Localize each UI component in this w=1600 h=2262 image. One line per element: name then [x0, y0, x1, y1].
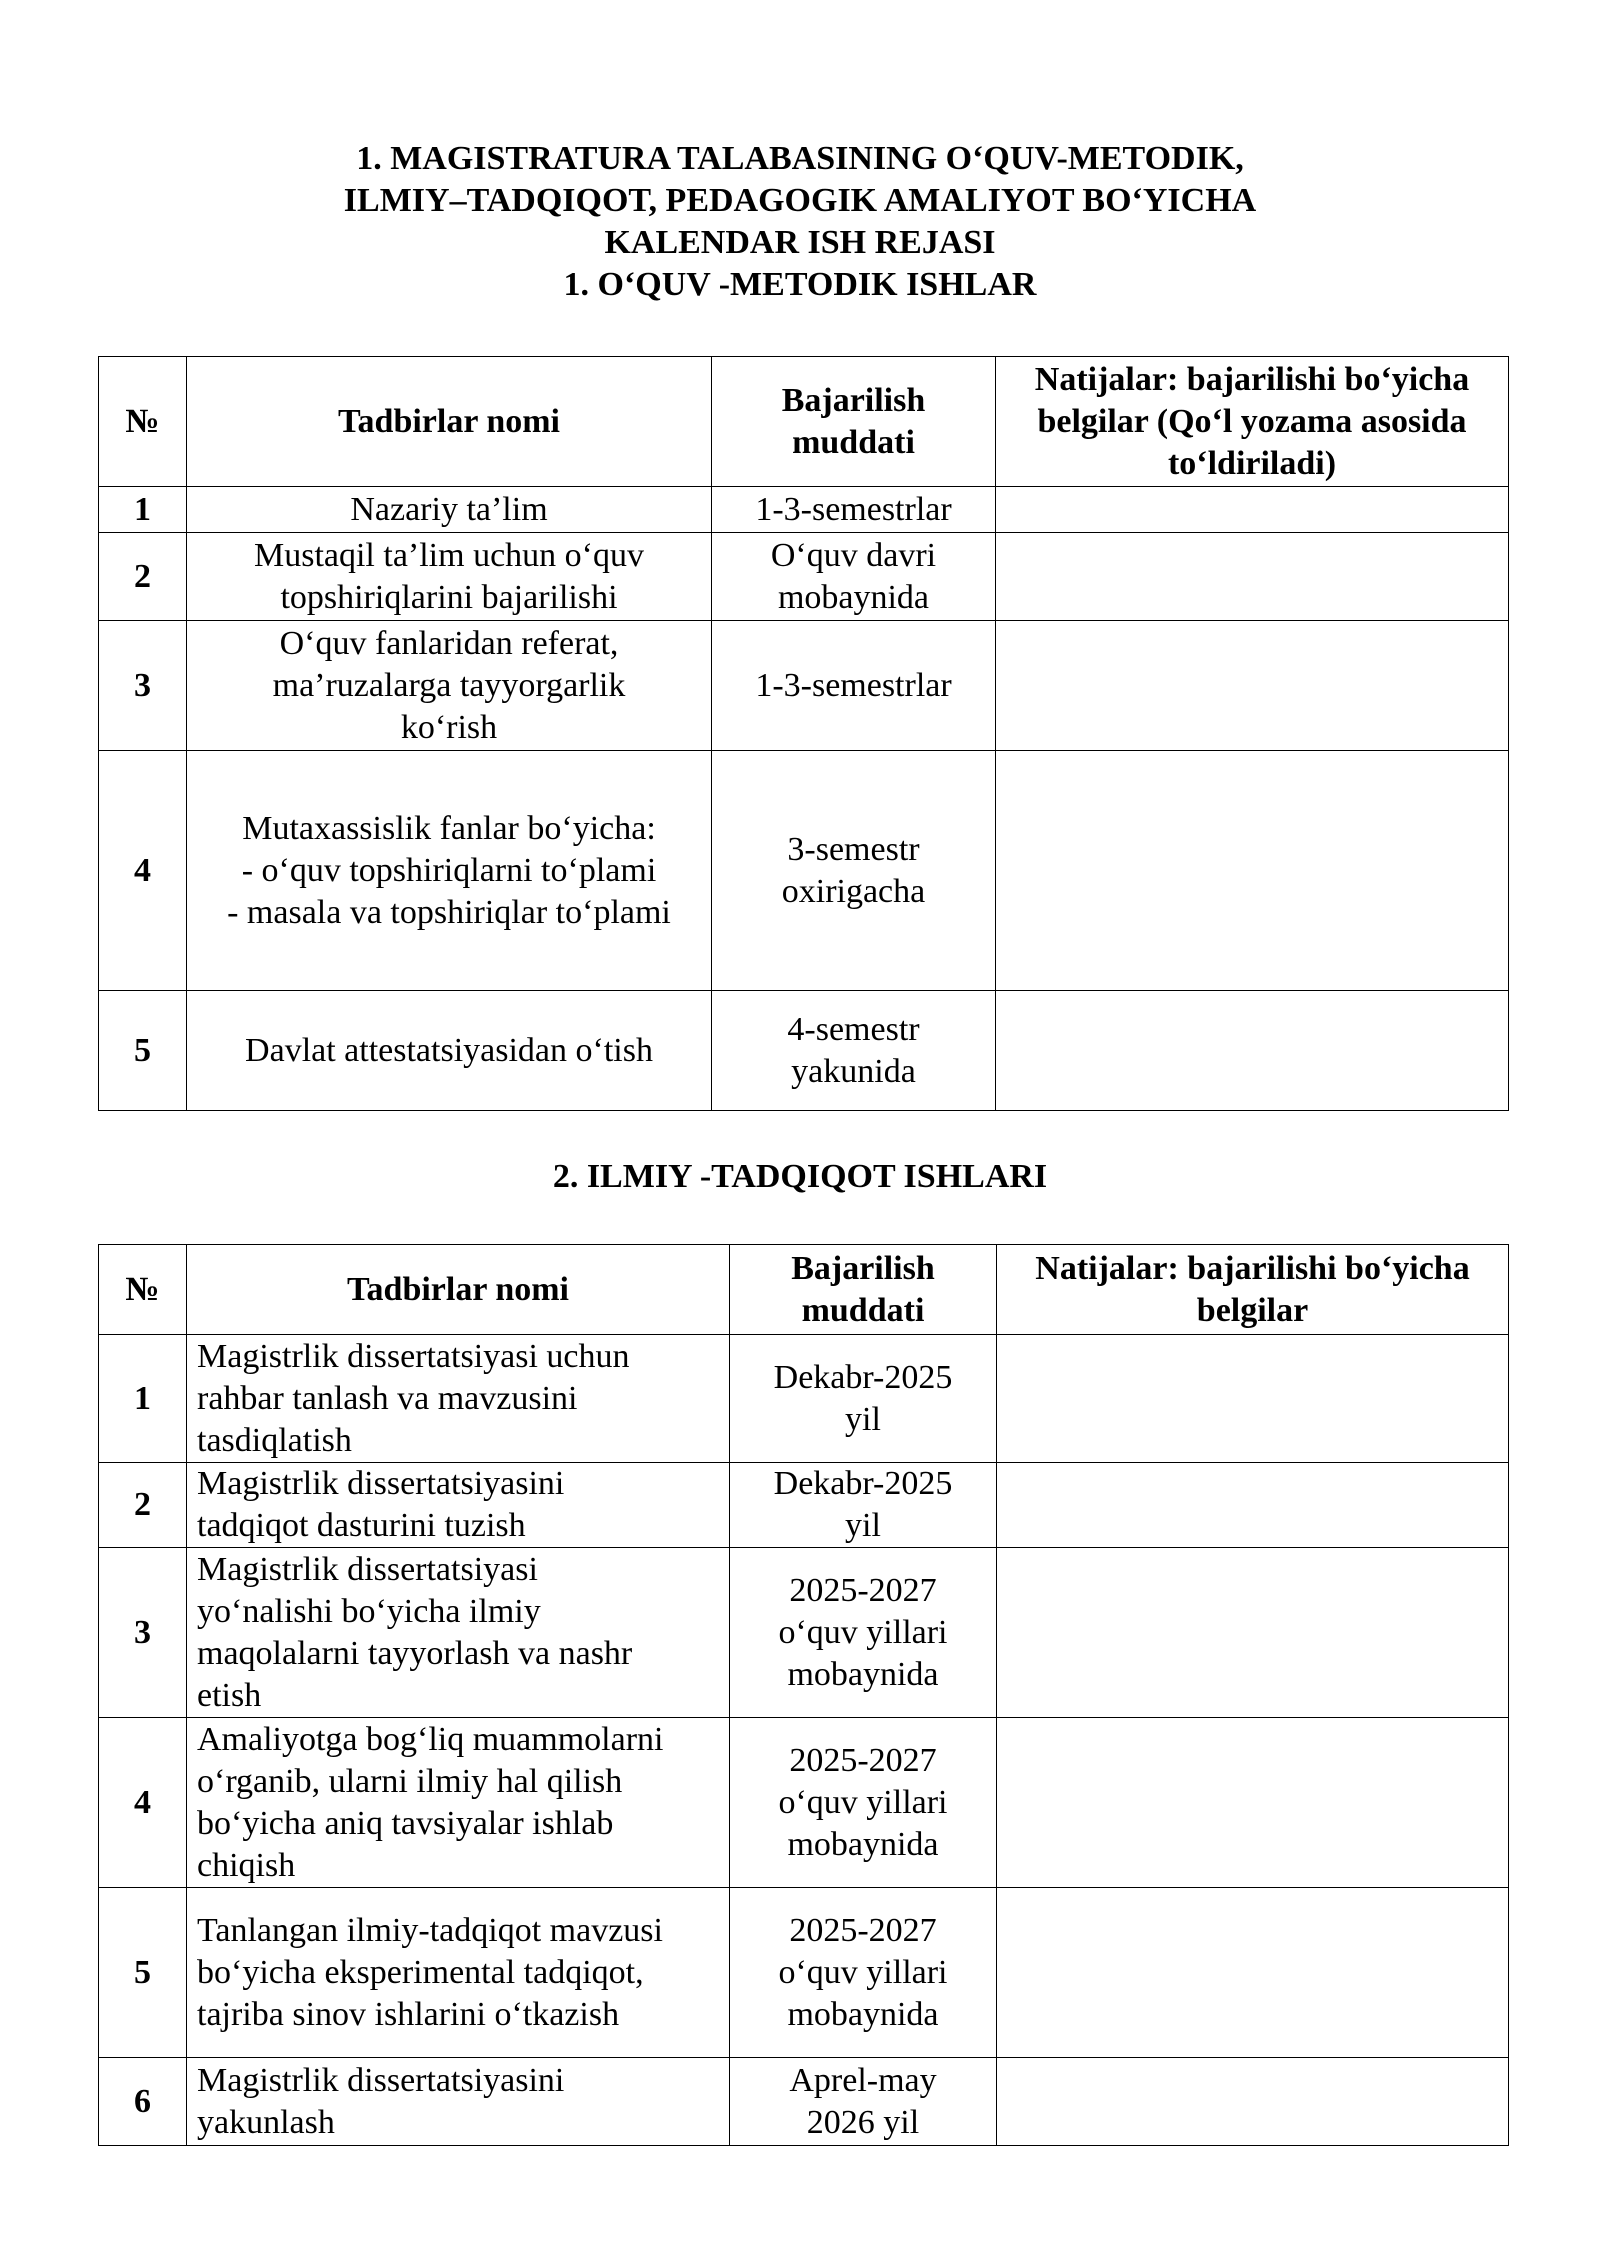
- deadline-line: Dekabr-2025: [773, 1465, 953, 1502]
- row-number: [99, 2058, 187, 2146]
- header-result: [997, 1245, 1509, 1335]
- deadline: [712, 533, 996, 621]
- header-result-text: Natijalar: bajarilishi bo‘yicha: [1035, 1249, 1470, 1287]
- header-deadline-text: muddati: [792, 423, 915, 461]
- table-scientific-research: [98, 1244, 1509, 2146]
- result-cell: [997, 2058, 1509, 2146]
- event-name-line: etish: [197, 1676, 262, 1714]
- event-name: [187, 751, 712, 991]
- row-number: [99, 487, 187, 533]
- result-cell: [997, 1463, 1509, 1548]
- deadline: [730, 1548, 997, 1718]
- row-number: [99, 1335, 187, 1463]
- event-name-line: Magistrlik dissertatsiyasini: [197, 2061, 565, 2099]
- title-line: ILMIY–TADQIQOT, PEDAGOGIK AMALIYOT BO‘YICHA: [343, 182, 1257, 219]
- event-name-line: ko‘rish: [400, 708, 498, 746]
- row-number-text: 2: [134, 1486, 151, 1523]
- section1-title: 1. O‘QUV -METODIK ISHLAR: [563, 266, 1037, 303]
- result-cell: [996, 991, 1509, 1111]
- event-name-line: tadqiqot dasturini tuzish: [197, 1507, 526, 1544]
- event-name-line: maqolalarni tayyorlash va nashr: [197, 1634, 633, 1672]
- event-name: [187, 1548, 730, 1718]
- deadline-line: Aprel-may: [789, 2061, 937, 2099]
- deadline: [712, 487, 996, 533]
- deadline-line: 4-semestr: [787, 1010, 920, 1048]
- event-name-line: Magistrlik dissertatsiyasi uchun: [197, 1337, 630, 1375]
- table1-body: [99, 357, 1509, 1111]
- deadline: [730, 1335, 997, 1463]
- section2-title: 2. ILMIY -TADQIQOT ISHLARI: [552, 1158, 1048, 1195]
- deadline-line: O‘quv davri: [770, 536, 937, 574]
- deadline-line: o‘quv yillari: [778, 1783, 948, 1821]
- event-name: [187, 1463, 730, 1548]
- deadline-line: o‘quv yillari: [778, 1613, 948, 1651]
- table-row: [99, 2058, 1509, 2146]
- row-number: [99, 991, 187, 1111]
- row-number: [99, 1548, 187, 1718]
- result-cell: [996, 487, 1509, 533]
- event-name: [187, 1718, 730, 1888]
- event-name-line: - masala va topshiriqlar to‘plami: [227, 893, 671, 931]
- header-deadline-text: Bajarilish: [791, 1249, 935, 1287]
- row-number-text: 4: [134, 851, 151, 889]
- deadline-line: mobaynida: [787, 1825, 939, 1863]
- result-cell: [997, 1335, 1509, 1463]
- deadline: [730, 1463, 997, 1548]
- event-name-line: topshiriqlarini bajarilishi: [280, 578, 618, 616]
- header-result-text: to‘ldiriladi): [1167, 444, 1337, 482]
- header-result-text: Natijalar: bajarilishi bo‘yicha: [1034, 360, 1470, 398]
- table-row: [99, 1548, 1509, 1718]
- table-row: [99, 751, 1509, 991]
- event-name: [187, 1888, 730, 2058]
- header-num: [99, 1245, 187, 1335]
- deadline-line: mobaynida: [787, 1655, 939, 1693]
- deadline-line: yil: [845, 1400, 881, 1438]
- result-cell: [996, 621, 1509, 751]
- event-name-line: O‘quv fanlaridan referat,: [279, 624, 619, 662]
- header-row: [99, 357, 1509, 487]
- event-name-line: Magistrlik dissertatsiyasini: [197, 1465, 565, 1502]
- document-title: [0, 138, 1600, 306]
- event-name-line: tasdiqlatish: [197, 1421, 352, 1459]
- row-number-text: 3: [134, 666, 151, 704]
- event-name-line: rahbar tanlash va mavzusini: [197, 1379, 578, 1417]
- event-name-line: chiqish: [197, 1846, 296, 1884]
- table-row: [99, 1888, 1509, 2058]
- header-name-text: Tadbirlar nomi: [346, 1270, 569, 1308]
- row-number-text: 5: [134, 1953, 151, 1991]
- table-row: [99, 991, 1509, 1111]
- header-num: [99, 357, 187, 487]
- event-name: [187, 2058, 730, 2146]
- event-name-line: Nazariy ta’lim: [350, 490, 548, 528]
- row-number: [99, 1463, 187, 1548]
- row-number-text: 4: [134, 1783, 151, 1821]
- deadline: [712, 991, 996, 1111]
- row-number-text: 6: [134, 2082, 151, 2120]
- row-number: [99, 1718, 187, 1888]
- event-name-line: Amaliyotga bog‘liq muammolarni: [197, 1720, 664, 1758]
- deadline: [712, 621, 996, 751]
- event-name-line: ma’ruzalarga tayyorgarlik: [272, 666, 626, 704]
- deadline-line: 2025-2027: [789, 1741, 937, 1779]
- row-number: [99, 1888, 187, 2058]
- header-num-text: №: [125, 1270, 160, 1308]
- deadline-line: 2025-2027: [789, 1911, 937, 1949]
- event-name-line: o‘rganib, ularni ilmiy hal qilish: [197, 1762, 623, 1800]
- table-row: [99, 621, 1509, 751]
- header-result: [996, 357, 1509, 487]
- result-cell: [997, 1718, 1509, 1888]
- deadline-line: mobaynida: [777, 578, 930, 616]
- deadline-line: yil: [845, 1507, 881, 1544]
- table-row: [99, 533, 1509, 621]
- event-name: [187, 991, 712, 1111]
- event-name-line: yakunlash: [197, 2103, 335, 2141]
- row-number-text: 5: [134, 1031, 151, 1069]
- event-name-line: Tanlangan ilmiy-tadqiqot mavzusi: [197, 1911, 663, 1949]
- result-cell: [996, 533, 1509, 621]
- event-name-line: Mustaqil ta’lim uchun o‘quv: [253, 536, 644, 574]
- result-cell: [997, 1888, 1509, 2058]
- table-row: [99, 1718, 1509, 1888]
- deadline-line: Dekabr-2025: [773, 1358, 953, 1396]
- event-name: [187, 487, 712, 533]
- event-name-line: Mutaxassislik fanlar bo‘yicha:: [242, 809, 656, 847]
- title-line: 1. MAGISTRATURA TALABASINING O‘QUV-METODIK,: [356, 140, 1244, 177]
- row-number-text: 3: [134, 1613, 151, 1651]
- event-name-line: bo‘yicha eksperimental tadqiqot,: [197, 1953, 644, 1991]
- deadline-line: 1-3-semestrlar: [755, 666, 952, 704]
- header-result-text: belgilar: [1196, 1291, 1309, 1329]
- deadline-line: 2025-2027: [789, 1571, 937, 1609]
- deadline-line: 1-3-semestrlar: [755, 490, 952, 528]
- event-name-line: tajriba sinov ishlarini o‘tkazish: [197, 1995, 620, 2033]
- header-result-text: belgilar (Qo‘l yozama asosida: [1037, 402, 1467, 440]
- event-name: [187, 621, 712, 751]
- deadline-line: 2026 yil: [806, 2103, 920, 2141]
- header-deadline: [730, 1245, 997, 1335]
- table-educational-methodical: [98, 356, 1509, 1111]
- header-deadline-text: muddati: [801, 1291, 925, 1329]
- header-num-text: №: [125, 402, 160, 440]
- table-row: [99, 1335, 1509, 1463]
- table-row: [99, 1463, 1509, 1548]
- row-number: [99, 533, 187, 621]
- event-name-line: Davlat attestatsiyasidan o‘tish: [245, 1031, 653, 1069]
- deadline-line: o‘quv yillari: [778, 1953, 948, 1991]
- row-number-text: 2: [134, 557, 151, 595]
- header-row: [99, 1245, 1509, 1335]
- header-name: [187, 1245, 730, 1335]
- row-number: [99, 751, 187, 991]
- event-name: [187, 1335, 730, 1463]
- deadline: [730, 1718, 997, 1888]
- title-line: KALENDAR ISH REJASI: [604, 224, 996, 261]
- deadline-line: mobaynida: [787, 1995, 939, 2033]
- event-name-line: yo‘nalishi bo‘yicha ilmiy: [197, 1592, 541, 1630]
- event-name-line: - o‘quv topshiriqlarni to‘plami: [241, 851, 657, 889]
- row-number: [99, 621, 187, 751]
- deadline: [730, 2058, 997, 2146]
- event-name-line: Magistrlik dissertatsiyasi: [197, 1550, 538, 1588]
- deadline: [730, 1888, 997, 2058]
- result-cell: [996, 751, 1509, 991]
- header-name: [187, 357, 712, 487]
- deadline-line: yakunida: [791, 1052, 916, 1090]
- header-name-text: Tadbirlar nomi: [337, 402, 560, 440]
- row-number-text: 1: [134, 490, 151, 528]
- result-cell: [997, 1548, 1509, 1718]
- row-number-text: 1: [134, 1379, 151, 1417]
- deadline-line: 3-semestr: [787, 830, 920, 868]
- deadline-line: oxirigacha: [781, 872, 926, 910]
- table-row: [99, 487, 1509, 533]
- table2-body: [99, 1245, 1509, 2146]
- header-deadline: [712, 357, 996, 487]
- header-deadline-text: Bajarilish: [781, 381, 926, 419]
- event-name: [187, 533, 712, 621]
- deadline: [712, 751, 996, 991]
- event-name-line: bo‘yicha aniq tavsiyalar ishlab: [197, 1804, 614, 1842]
